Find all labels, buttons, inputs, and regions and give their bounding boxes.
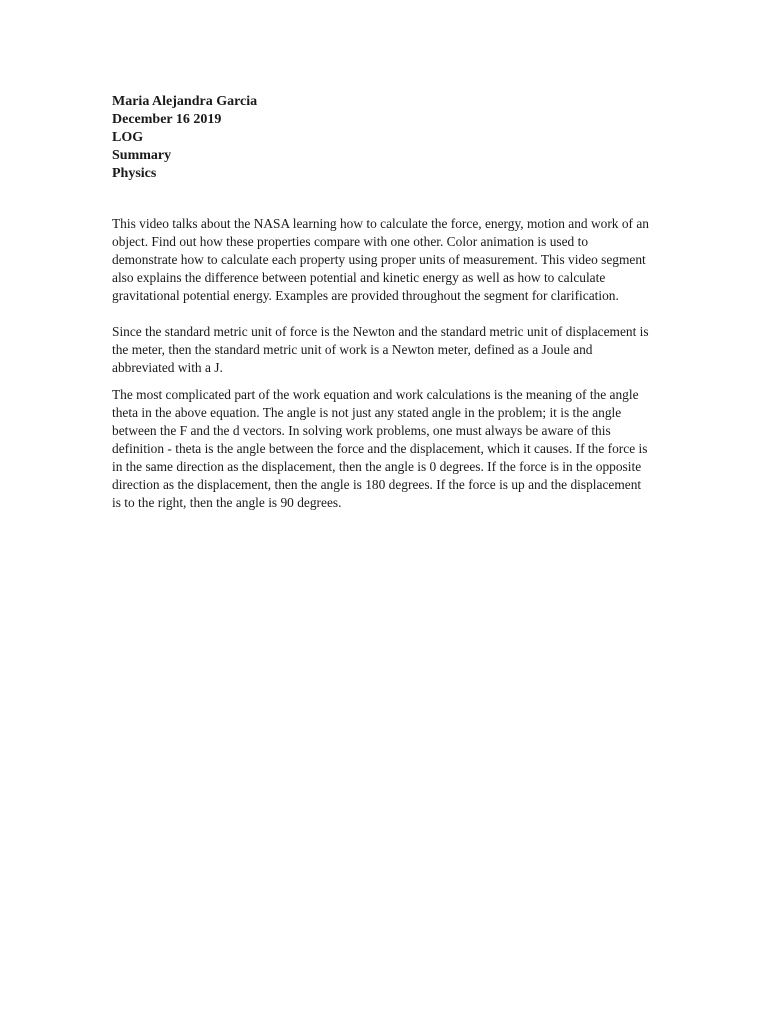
- author-name: Maria Alejandra Garcia: [112, 94, 258, 109]
- subject-label: Physics: [112, 166, 157, 181]
- document-header: [112, 93, 652, 183]
- document-page: [112, 93, 652, 512]
- document-body: [112, 215, 652, 512]
- summary-label: Summary: [112, 148, 172, 163]
- paragraph-video-summary: This video talks about the NASA learning how to calculate the force, energy, motion and work of an object. Find out how these properties compare with one other. Color animation is used to demonstrate how to calculate each property using proper units of measurement. This video segment also explains the difference between potential and kinetic energy as well as how to calculate gravitational potential energy. Examples are provided throughout the segment for clarification.: [112, 216, 649, 303]
- document-date: December 16 2019: [112, 112, 222, 127]
- paragraph-angle-theta: The most complicated part of the work equation and work calculations is the meaning of the angle theta in the above equation. The angle is not just any stated angle in the problem; it is the angle between the F and the d vectors. In solving work problems, one must always be aware of this definition - theta is the angle between the force and the displacement, which it causes. If the force is in the same direction as the displacement, then the angle is 0 degrees. If the force is in the opposite direction as the displacement, then the angle is 180 degrees. If the force is up and the displacement is to the right, then the angle is 90 degrees.: [112, 387, 648, 510]
- log-label: LOG: [112, 130, 144, 145]
- paragraph-units-of-work: Since the standard metric unit of force is the Newton and the standard metric unit of displacement is the meter, then the standard metric unit of work is a Newton meter, defined as a Joule and abbreviated with a J.: [112, 324, 649, 375]
